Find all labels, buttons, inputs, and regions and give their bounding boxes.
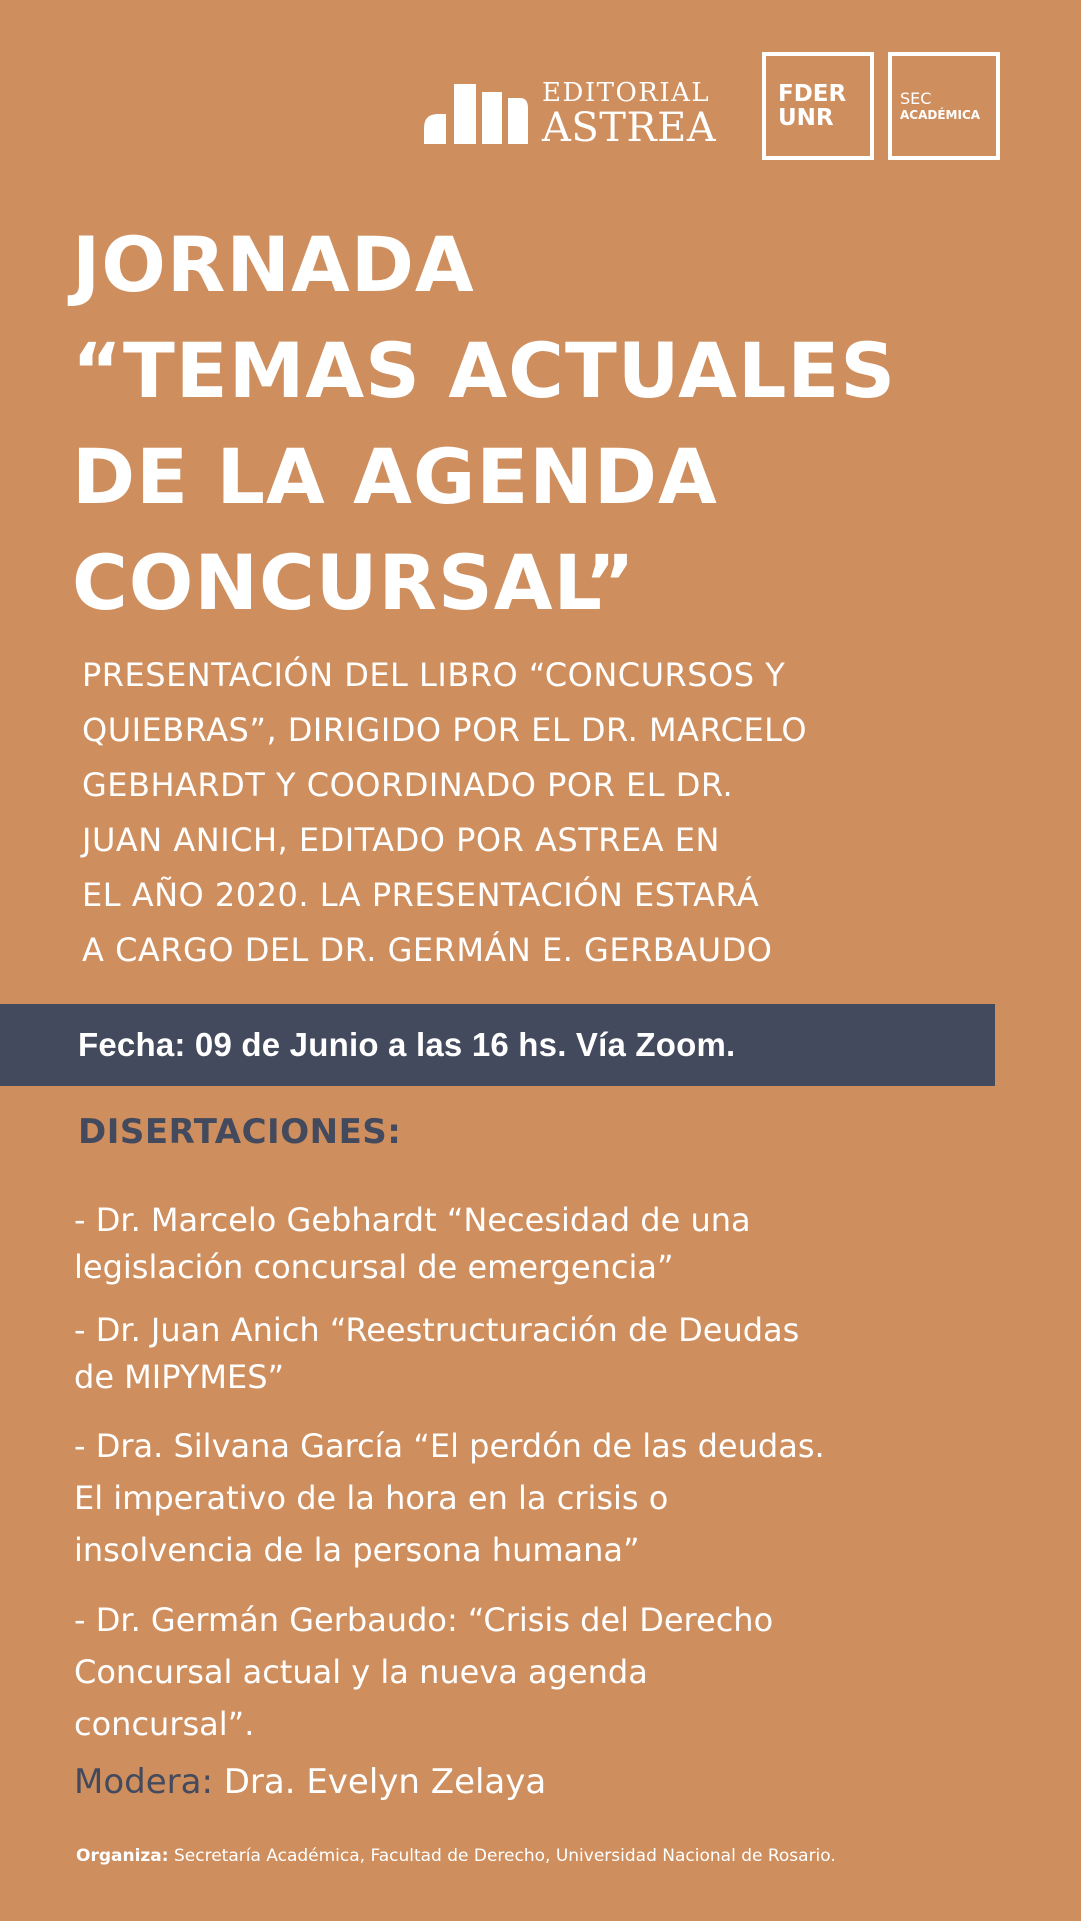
moderator-name: Dra. Evelyn Zelaya xyxy=(223,1762,547,1802)
astrea-wordmark xyxy=(542,78,717,151)
organizer-label: Organiza: xyxy=(76,1846,169,1866)
description-line: JUAN ANICH, EDITADO POR ASTREA EN xyxy=(82,821,720,859)
description-line: PRESENTACIÓN DEL LIBRO “CONCURSOS Y xyxy=(82,656,786,694)
organizer xyxy=(76,1846,836,1866)
talk-item xyxy=(74,1591,773,1753)
title-line: CONCURSAL” xyxy=(72,538,636,627)
moderator-label: Modera: xyxy=(74,1762,213,1802)
astrea-bars-icon xyxy=(424,84,528,144)
description-line: GEBHARDT Y COORDINADO POR EL DR. xyxy=(82,766,734,804)
description-line: QUIEBRAS”, DIRIGIDO POR EL DR. MARCELO xyxy=(82,711,808,749)
title-line: “TEMAS ACTUALES xyxy=(72,326,897,415)
talk-line: insolvencia de la persona humana” xyxy=(74,1531,640,1569)
talks-heading: DISERTACIONES: xyxy=(78,1112,402,1152)
talk-line: - Dr. Juan Anich “Reestructuración de Deudas xyxy=(74,1311,800,1349)
astrea-wordmark-line2: ASTREA xyxy=(542,105,717,151)
event-date-text: Fecha: 09 de Junio a las 16 hs. Vía Zoom. xyxy=(78,1026,736,1063)
fder-logo-line1: FDER xyxy=(778,80,847,107)
talk-line: - Dr. Germán Gerbaudo: “Crisis del Derecho xyxy=(74,1601,774,1639)
event-date-bar xyxy=(0,1004,995,1086)
description-line: EL AÑO 2020. LA PRESENTACIÓN ESTARÁ xyxy=(82,876,760,914)
fder-logo-line2: UNR xyxy=(778,105,834,131)
talk-line: - Dr. Marcelo Gebhardt “Necesidad de una xyxy=(74,1201,751,1239)
talk-item xyxy=(74,1417,825,1579)
title-line: JORNADA xyxy=(72,220,475,309)
talk-line: concursal”. xyxy=(74,1705,255,1743)
moderator xyxy=(74,1762,546,1802)
talk-line: El imperativo de la hora en la crisis o xyxy=(74,1479,669,1517)
talk-line: Concursal actual y la nueva agenda xyxy=(74,1653,648,1691)
talk-line: legislación concursal de emergencia” xyxy=(74,1248,674,1286)
talk-item xyxy=(74,1307,799,1401)
description-line: A CARGO DEL DR. GERMÁN E. GERBAUDO xyxy=(82,931,773,969)
event-title xyxy=(72,212,896,636)
event-description xyxy=(82,648,807,978)
sec-academica-logo xyxy=(888,52,1000,160)
editorial-astrea-logo xyxy=(424,78,717,151)
fder-unr-logo xyxy=(762,52,874,160)
organizer-text: Secretaría Académica, Facultad de Derecho, Universidad Nacional de Rosario. xyxy=(173,1846,836,1866)
sec-logo-line2: ACADÉMICA xyxy=(900,107,981,122)
talk-line: de MIPYMES” xyxy=(74,1358,285,1396)
sec-logo-line1: SEC xyxy=(900,88,932,108)
talk-line: - Dra. Silvana García “El perdón de las deudas. xyxy=(74,1427,825,1465)
title-line: DE LA AGENDA xyxy=(72,432,718,521)
talk-item xyxy=(74,1197,751,1291)
astrea-wordmark-line1: EDITORIAL xyxy=(542,78,711,108)
